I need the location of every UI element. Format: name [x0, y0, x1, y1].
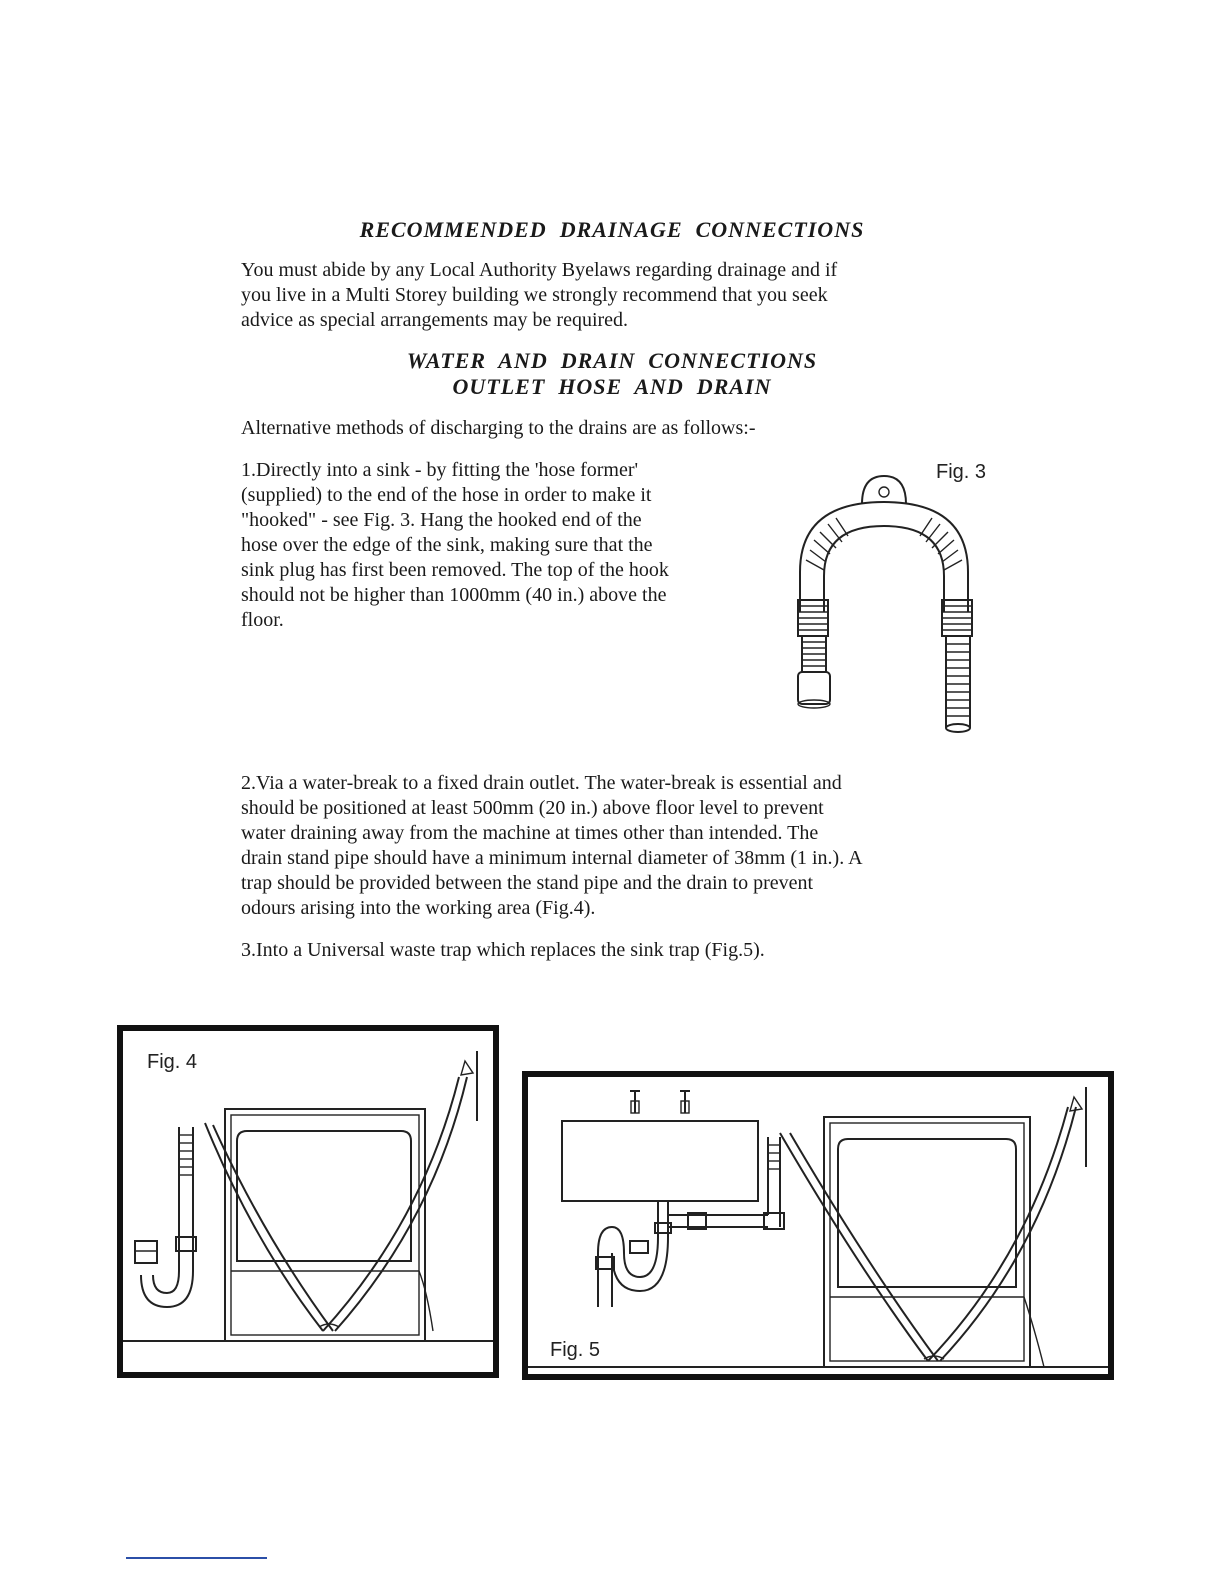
method1-line: floor.	[241, 609, 284, 631]
fig4-frame	[117, 1025, 499, 1378]
fig5-label: Fig. 5	[550, 1339, 601, 1361]
method1-line: 1.Directly into a sink - by fitting the 'hose former'	[241, 459, 639, 481]
method1-line: hose over the edge of the sink, making sure that the	[241, 534, 653, 556]
intro-line: advice as special arrangements may be required.	[241, 309, 629, 331]
fig4-standpipe-illustration	[123, 1031, 493, 1372]
sub-heading-outlet-hose: OUTLET HOSE AND DRAIN	[452, 374, 772, 399]
method3-line: 3.Into a Universal waste trap which replaces the sink trap (Fig.5).	[241, 939, 765, 961]
footer-rule	[126, 1557, 267, 1559]
method-3-paragraph	[241, 938, 765, 963]
fig5-universal-trap-illustration	[528, 1077, 1108, 1374]
method2-line: 2.Via a water-break to a fixed drain outlet. The water-break is essential and	[241, 772, 842, 794]
alternative-intro-line: Alternative methods of discharging to the drains are as follows:-	[241, 417, 756, 439]
method2-line: trap should be provided between the stand pipe and the drain to prevent	[241, 872, 814, 894]
fig3-hose-former-illustration	[780, 462, 1000, 742]
intro-paragraph	[241, 258, 837, 333]
method1-line: (supplied) to the end of the hose in order to make it	[241, 484, 652, 506]
method1-line: sink plug has first been removed. The top of the hook	[241, 559, 669, 581]
method2-line: should be positioned at least 500mm (20 in.) above floor level to prevent	[241, 797, 824, 819]
method1-line: "hooked" - see Fig. 3. Hang the hooked end of the	[241, 509, 642, 531]
intro-line: you live in a Multi Storey building we strongly recommend that you seek	[241, 284, 828, 306]
fig3-label: Fig. 3	[936, 461, 987, 483]
main-heading: RECOMMENDED DRAINAGE CONNECTIONS	[359, 217, 865, 242]
method-1-paragraph	[241, 458, 669, 633]
fig4-label: Fig. 4	[147, 1051, 198, 1073]
method2-line: odours arising into the working area (Fig.4).	[241, 897, 596, 919]
alternative-intro	[241, 416, 756, 441]
sub-heading-water-drain: WATER AND DRAIN CONNECTIONS	[406, 348, 818, 373]
method2-line: drain stand pipe should have a minimum internal diameter of 38mm (1 in.). A	[241, 847, 863, 869]
intro-line: You must abide by any Local Authority Byelaws regarding drainage and if	[241, 259, 838, 281]
method1-line: should not be higher than 1000mm (40 in.) above the	[241, 584, 667, 606]
fig5-frame	[522, 1071, 1114, 1380]
method-2-paragraph	[241, 771, 863, 921]
method2-line: water draining away from the machine at times other than intended. The	[241, 822, 819, 844]
